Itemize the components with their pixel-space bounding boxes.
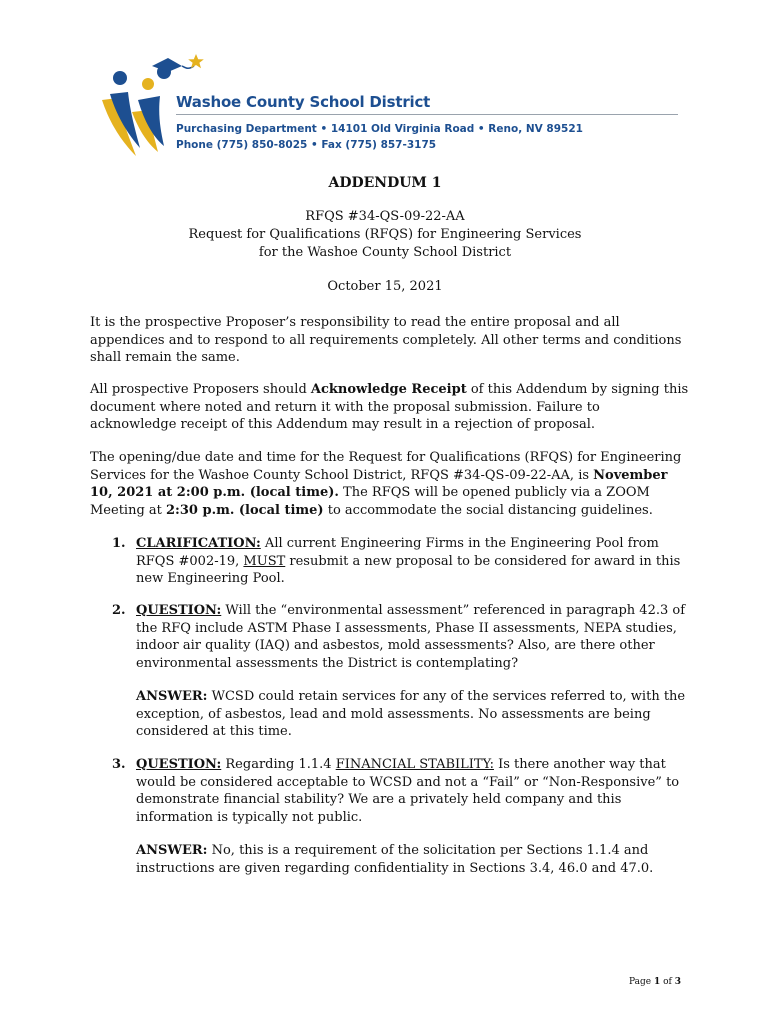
item-text-b: Is there another way that would be considered acceptable to WCSD and not a “Fail” or “Non-Responsive” to demonstrate financial stability? We are a privately held company and this information is typically not public.: [136, 757, 680, 825]
item-question-environmental: [112, 602, 690, 672]
item-label: QUESTION:: [136, 757, 222, 772]
answer-text: WCSD could retain services for any of the services referred to, with the exception, of asbestos, lead and mold assessments. No assessments are being considered at this time.: [136, 689, 686, 739]
item-label: CLARIFICATION:: [136, 536, 261, 551]
page-label: Page: [629, 977, 654, 987]
item-label: QUESTION:: [136, 603, 222, 618]
rfqs-number: RFQS #34-QS-09-22-AA: [305, 209, 465, 224]
item-number: 3.: [112, 757, 126, 772]
acknowledge-receipt-emphasis: Acknowledge Receipt: [310, 382, 467, 397]
page-of: of: [660, 977, 675, 987]
page-number: [629, 977, 681, 987]
opening-time-emphasis: 2:30 p.m. (local time): [166, 502, 324, 518]
item-emphasis-must: MUST: [243, 553, 286, 569]
page-total: 3: [674, 977, 681, 987]
due-date-text-a: The opening/due date and time for the Request for Qualifications (RFQS) for Engineering Services for the Washoe County School District, RFQS #34-QS-09-22-AA, is: [90, 450, 682, 483]
item-text-a: All current Engineering Firms in the Engineering Pool from RFQS #002-19,: [136, 536, 659, 569]
due-date-text-c: The RFQS will be opened publicly via a ZOOM Meeting at: [90, 485, 650, 518]
due-date-text-e: to accommodate the social distancing guidelines.: [323, 502, 653, 518]
item-question-financial: [112, 756, 690, 826]
acknowledge-paragraph: [90, 381, 690, 434]
header-rule: [176, 114, 678, 115]
item-number: 2.: [112, 603, 126, 618]
answer-text: No, this is a requirement of the solicitation per Sections 1.1.4 and instructions are given regarding confidentiality in Sections 3.4, 46.0 and 47.0.: [136, 843, 654, 876]
intro-paragraph: It is the prospective Proposer’s responsibility to read the entire proposal and all appendices and to respond to all requirements completely. All other terms and conditions shall remain the same.: [90, 315, 682, 365]
org-name: Washoe County School District: [176, 93, 431, 111]
item-clarification: [112, 535, 690, 588]
rfqs-title: Request for Qualifications (RFQS) for Engineering Services: [188, 227, 582, 242]
rfqs-for: for the Washoe County School District: [258, 245, 512, 260]
item-text: Will the “environmental assessment” referenced in paragraph 42.3 of the RFQ include ASTM Phase I assessments, Phase II assessments, NEPA studies, indoor air quality (IAQ) and asbestos, mold assessments? Also, are there other environmental assessments the District is contemplating?: [136, 603, 686, 671]
item-emphasis-financial: FINANCIAL STABILITY:: [335, 757, 494, 772]
addendum-date: October 15, 2021: [327, 279, 443, 294]
phone-fax: Phone (775) 850-8025 • Fax (775) 857-3175: [176, 139, 437, 151]
page-current: 1: [653, 977, 661, 987]
acknowledge-text-a: All prospective Proposers should: [90, 382, 311, 397]
item-text-b: resubmit a new proposal to be considered for award in this new Engineering Pool.: [136, 553, 681, 586]
answer-financial: [136, 842, 690, 877]
answer-label: ANSWER:: [136, 689, 208, 704]
acknowledge-text-c: of this Addendum by signing this document where noted and return it with the proposal submission. Failure to acknowledge receipt of this Addendum may result in a rejection of proposal.: [90, 382, 689, 432]
answer-environmental: [136, 688, 690, 741]
due-date-paragraph: [90, 449, 690, 519]
department-address: Purchasing Department • 14101 Old Virginia Road • Reno, NV 89521: [176, 123, 583, 135]
addendum-title: ADDENDUM 1: [328, 175, 442, 191]
due-date-emphasis: November 10, 2021 at 2:00 p.m. (local time).: [90, 467, 668, 500]
item-text-a: Regarding 1.1.4: [221, 757, 336, 772]
answer-label: ANSWER:: [136, 843, 208, 858]
item-number: 1.: [112, 536, 126, 551]
